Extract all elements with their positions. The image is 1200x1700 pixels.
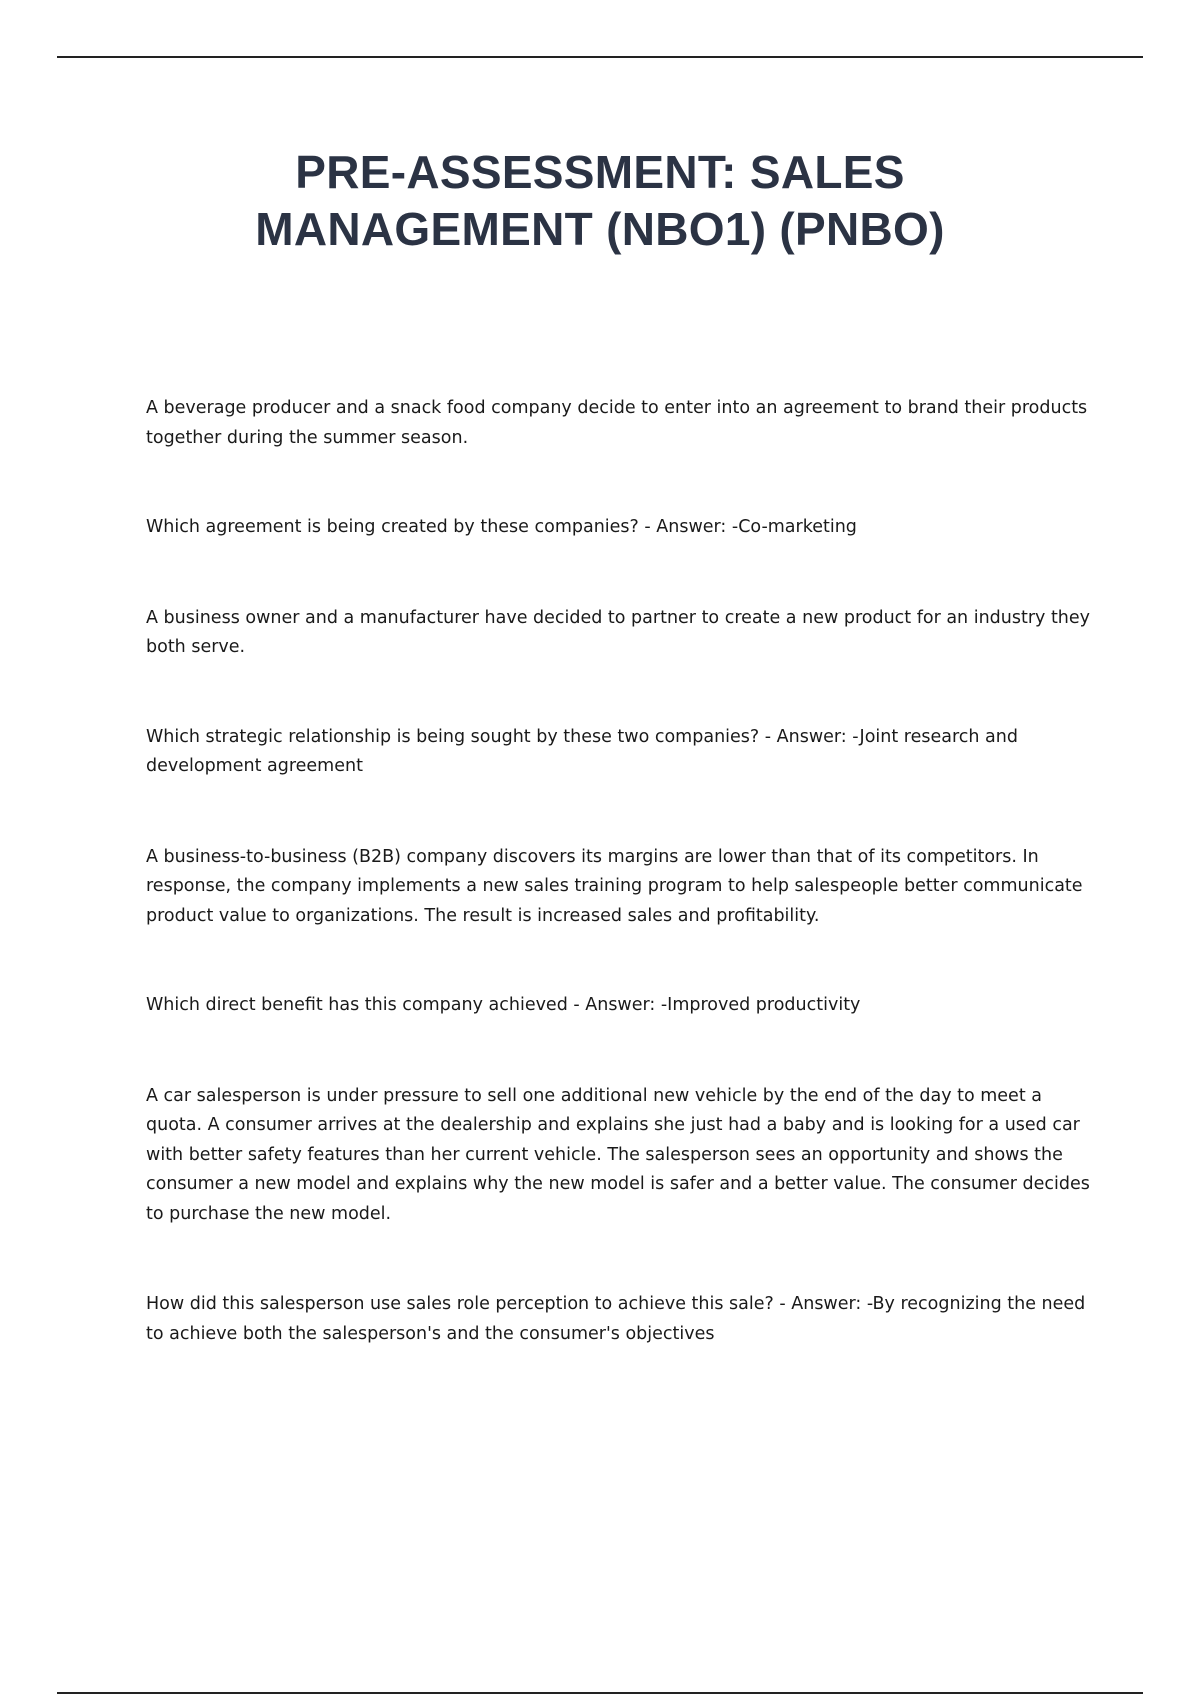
document-body bbox=[146, 394, 1096, 1349]
question-paragraph: A business owner and a manufacturer have decided to partner to create a new product for an industry they both serve. bbox=[146, 607, 1091, 657]
answer-paragraph: Which agreement is being created by these companies? - Answer: -Co-marketing bbox=[146, 517, 857, 537]
question-paragraph: A business-to-business (B2B) company discovers its margins are lower than that of its competitors. In response, the company implements a new sales training program to help salespeople better communicate product value to organizations. The result is increased sales and profitability. bbox=[146, 846, 1083, 926]
question-paragraph: A beverage producer and a snack food company decide to enter into an agreement to brand their products together during the summer season. bbox=[146, 398, 1088, 448]
page-title bbox=[60, 144, 1140, 258]
answer-paragraph: How did this salesperson use sales role perception to achieve this sale? - Answer: -By recognizing the need to achieve both the salesperson's and the consumer's objectives bbox=[146, 1294, 1086, 1344]
title-line-2: MANAGEMENT (NBO1) (PNBO) bbox=[255, 203, 945, 255]
bottom-rule bbox=[57, 1692, 1143, 1694]
answer-paragraph: Which direct benefit has this company achieved - Answer: -Improved productivity bbox=[146, 995, 861, 1015]
top-rule bbox=[57, 56, 1143, 58]
question-paragraph: A car salesperson is under pressure to sell one additional new vehicle by the end of the day to meet a quota. A consumer arrives at the dealership and explains she just had a baby and is looking for a used car with better safety features than her current vehicle. The salesperson sees an opportunity and shows the consumer a new model and explains why the new model is safer and a better value. The consumer decides to purchase the new model. bbox=[146, 1085, 1090, 1224]
answer-paragraph: Which strategic relationship is being sought by these two companies? - Answer: -Joint research and development agreement bbox=[146, 726, 1018, 776]
title-line-1: PRE-ASSESSMENT: SALES bbox=[295, 146, 905, 198]
